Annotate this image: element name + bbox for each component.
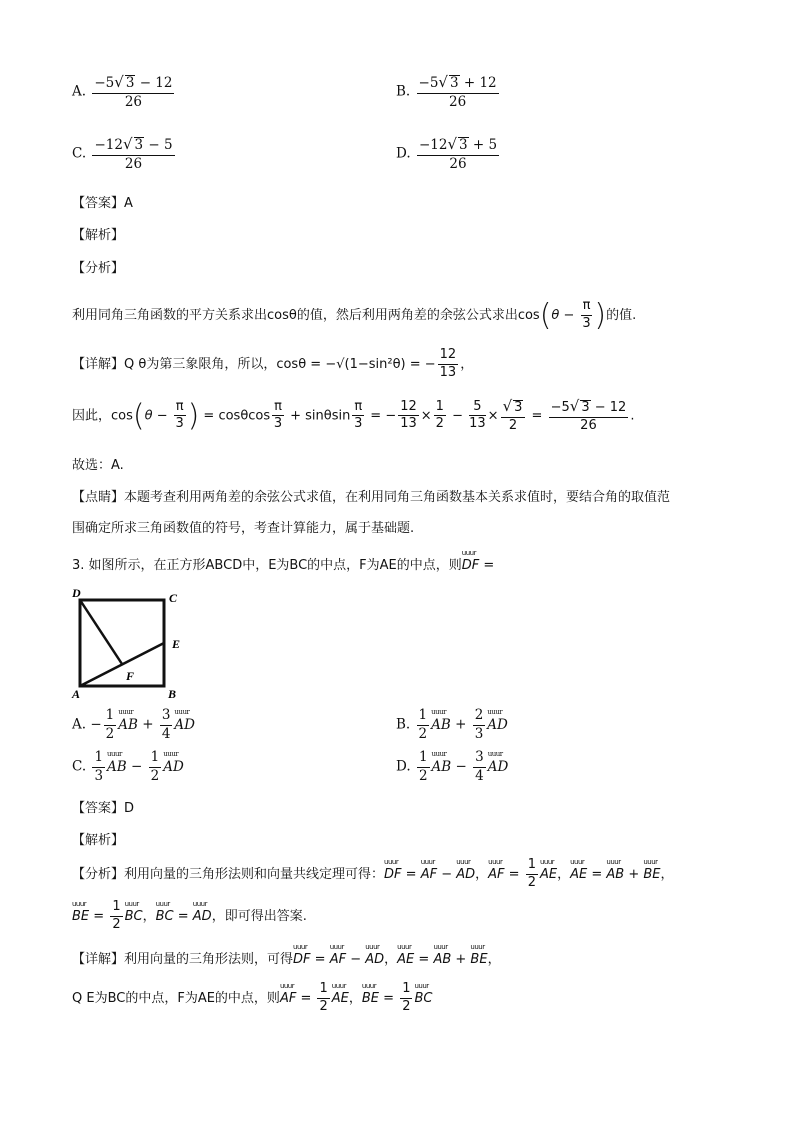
label-e: E: [172, 637, 181, 651]
q3-stem: 3. 如图所示，在正方形ABCD中，E为BC的中点，F为AE的中点，则uuur DF =: [72, 554, 494, 573]
option-d: D. $\frac{-12√ 3 + 5}{26}$: [396, 135, 498, 172]
q3-option-c: C. $\frac{1}{3}$ uuur AB − $\frac{1}{2}$ uuur AD: [72, 750, 184, 784]
q2-yinci: 因此，cos(θ − $\frac{\pi}{3}$ ) = cosθcos $\frac{\pi}{3}$ + sinθsin $\frac{\pi}{3}$ = − $\frac{12}{13}$ × $\frac{1}{2}$ − $\frac{5}{13}$ × $\frac{√ 3}{2}$ = $\frac{-5√ 3 - 12}{26}$ .: [72, 397, 635, 434]
q3-last-line: Q E为BC的中点，F为AE的中点，则uuur AF = $\frac{1}{2}$ uuur AE，uuur BE = $\frac{1}{2}$ uuur BC: [72, 982, 432, 1015]
q2-xiangjie: 【详解】Q θ为第三象限角，所以，cosθ = −√(1−sin²θ) = − $\frac{12}{13}$ ，: [72, 347, 474, 380]
label-a: A: [72, 687, 81, 700]
q3-fenxi-line2: uuur BE = $\frac{1}{2}$ uuur BC，uuur BC = uuur AD，即可得出答案.: [72, 900, 307, 933]
option-b-fraction: $\frac{-5√ 3 + 12}{26}$: [418, 73, 497, 110]
q3-option-b: B. $\frac{1}{2}$ uuur AB + $\frac{2}{3}$ uuur AD: [396, 708, 508, 742]
q3-option-d: D. $\frac{1}{2}$ uuur AB − $\frac{3}{4}$ uuur AD: [396, 750, 508, 784]
option-a-fraction: $\frac{-5√ 3 - 12}{26}$: [94, 73, 173, 110]
q3-answer: 【答案】D: [72, 801, 135, 816]
q3-xiangjie: 【详解】利用向量的三角形法则，可得uuur DF = uuur AF − uuur AD，uuur AE = uuur AB + uuur BE，: [72, 948, 501, 967]
option-c: C. $\frac{-12√ 3 - 5}{26}$: [72, 135, 173, 172]
option-a: A. $\frac{-5√ 3 - 12}{26}$: [72, 73, 173, 110]
label-d: D: [72, 586, 81, 600]
label-c: C: [169, 591, 178, 605]
square-figure: [68, 586, 190, 700]
q2-fenxi-text: 利用同角三角函数的平方关系求出cosθ的值，然后利用两角差的余弦公式求出cos(θ − $\frac{\pi}{3}$ )的值.: [72, 298, 637, 333]
option-b: B. $\frac{-5√ 3 + 12}{26}$: [396, 73, 497, 110]
label-f: F: [126, 669, 135, 683]
label-b: B: [168, 687, 177, 700]
q2-dianjing-line2: 围确定所求三角函数值的符号，考查计算能力，属于基础题.: [72, 521, 415, 536]
q2-answer: 【答案】A: [72, 196, 133, 211]
q2-dianjing-line1: 【点睛】本题考查利用两角差的余弦公式求值，在利用同角三角函数基本关系求值时，要结合角的取值范: [72, 490, 671, 505]
q3-jiexi: 【解析】: [72, 833, 125, 848]
q3-fenxi: 【分析】利用向量的三角形法则和向量共线定理可得：uuur DF = uuur AF − uuur AD，uuur AF = $\frac{1}{2}$ uuur AE，uuur AE = uuur AB + uuur BE，: [72, 858, 674, 891]
option-d-fraction: $\frac{-12√ 3 + 5}{26}$: [418, 135, 498, 172]
q2-fenxi-label: 【分析】: [72, 261, 125, 276]
q2-guxuan: 故选：A.: [72, 458, 124, 473]
q2-jiexi: 【解析】: [72, 228, 125, 243]
q3-option-a: A. − $\frac{1}{2}$ uuur AB + $\frac{3}{4}$ uuur AD: [72, 708, 195, 742]
option-c-fraction: $\frac{-12√ 3 - 5}{26}$: [94, 135, 173, 172]
